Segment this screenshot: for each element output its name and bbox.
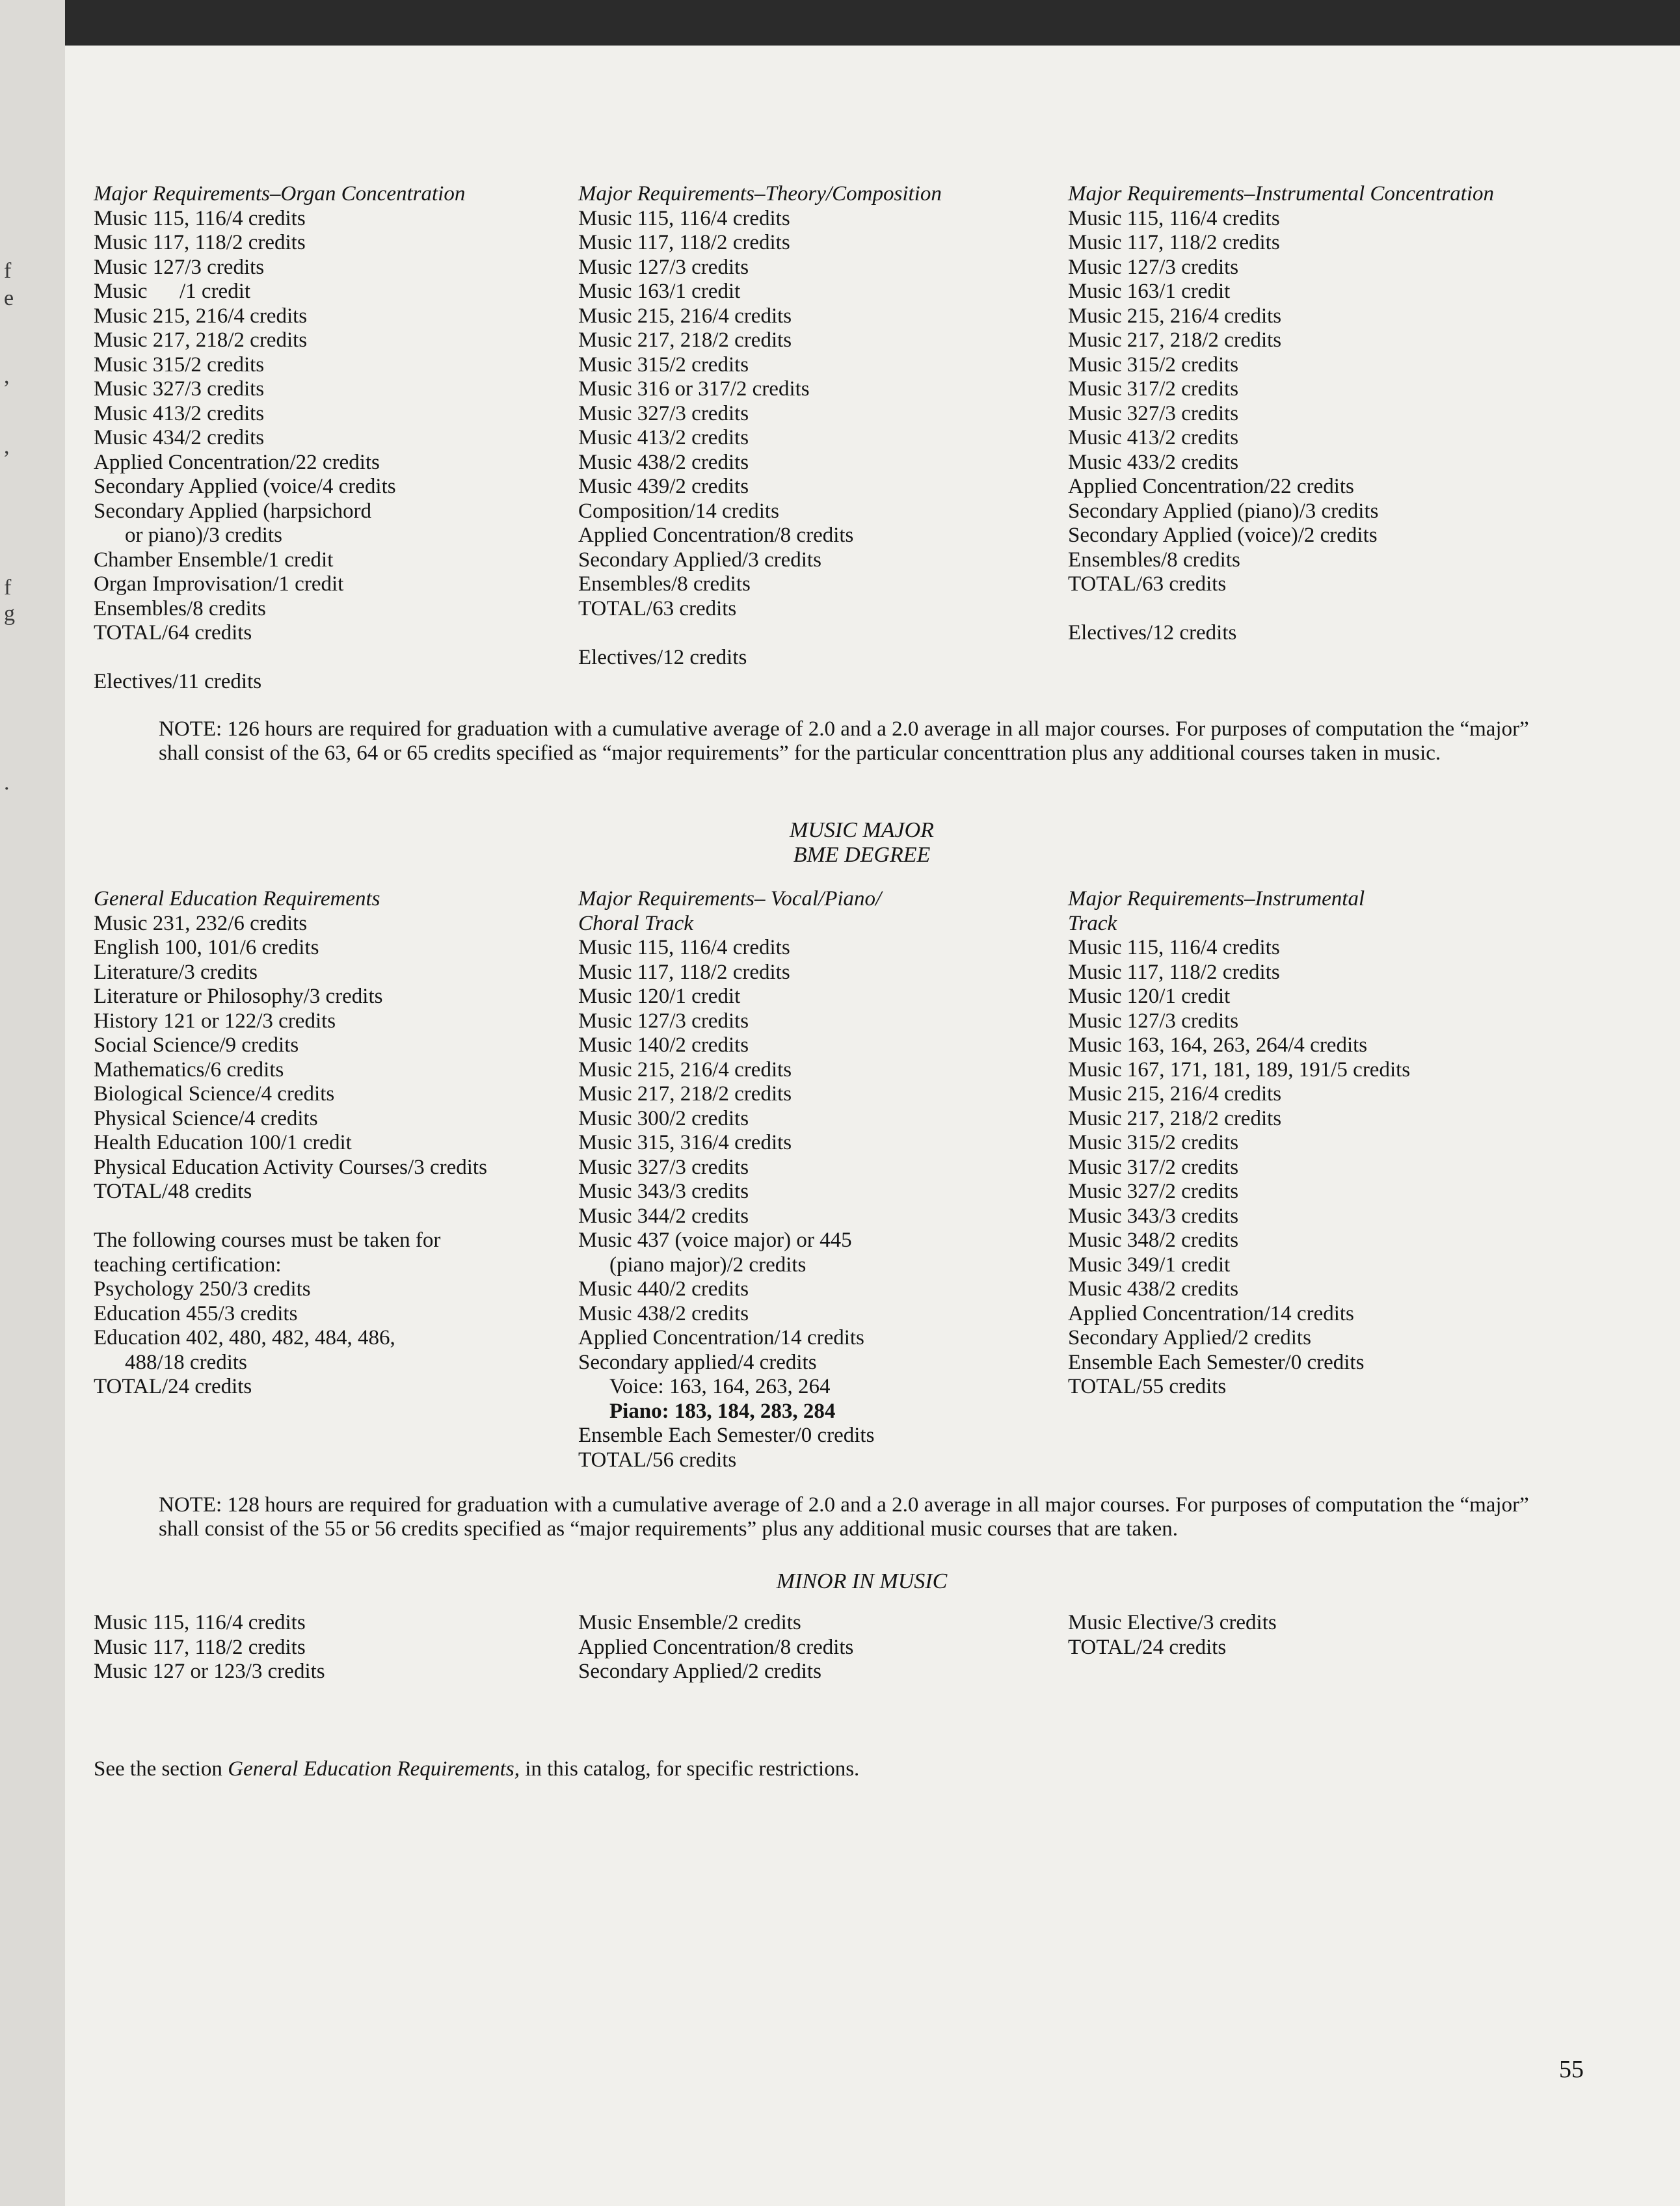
vocal-line: Music 115, 116/4 credits bbox=[578, 936, 790, 959]
instrumental-line: Music 127/3 credits bbox=[1068, 255, 1239, 279]
instrumental-line: Secondary Applied (voice)/2 credits bbox=[1068, 524, 1378, 547]
organ-line: Chamber Ensemble/1 credit bbox=[94, 548, 334, 572]
instrumental-line: Music 163/1 credit bbox=[1068, 280, 1231, 303]
instrumental-concentration-column bbox=[1068, 182, 1494, 646]
organ-heading: Major Requirements–Organ Concentration bbox=[94, 182, 466, 206]
graduation-note-ba: NOTE: 126 hours are required for graduation with a cumulative average of 2.0 and a 2.0 average in all major courses. For purposes of computation the “major” shall consist of the 63, 64 or 65 credits specified as “major requirements” for the particular concenttration plus any additional courses taken in music. bbox=[159, 717, 1529, 765]
vocal-heading: Major Requirements– Vocal/Piano/ bbox=[578, 887, 882, 910]
minor-line: Music 117, 118/2 credits bbox=[94, 1635, 306, 1659]
instr-track-line: TOTAL/55 credits bbox=[1068, 1375, 1227, 1398]
instr-track-line: Secondary Applied/2 credits bbox=[1068, 1326, 1311, 1349]
bme-section-heading bbox=[715, 818, 1008, 868]
gened-line: teaching certification: bbox=[94, 1253, 282, 1277]
catalog-page bbox=[65, 46, 1680, 2206]
minor-line: TOTAL/24 credits bbox=[1068, 1635, 1227, 1659]
minor-line: Secondary Applied/2 credits bbox=[578, 1660, 821, 1683]
instr-track-line: Ensemble Each Semester/0 credits bbox=[1068, 1350, 1365, 1374]
organ-line: Secondary Applied (voice/4 credits bbox=[94, 475, 396, 498]
theory-line: Music 217, 218/2 credits bbox=[578, 328, 792, 352]
page-number: 55 bbox=[1559, 2056, 1584, 2083]
gened-heading: General Education Requirements bbox=[94, 887, 380, 910]
instrumental-heading: Major Requirements–Instrumental Concentration bbox=[1068, 182, 1495, 206]
organ-line: Music 215, 216/4 credits bbox=[94, 304, 308, 328]
vocal-heading: Choral Track bbox=[578, 911, 693, 935]
instrumental-track-column bbox=[1068, 887, 1410, 1400]
vocal-line: (piano major)/2 credits bbox=[609, 1253, 807, 1277]
organ-line: Music 115, 116/4 credits bbox=[94, 206, 306, 230]
gened-line: Health Education 100/1 credit bbox=[94, 1131, 352, 1154]
minor-line: Applied Concentration/8 credits bbox=[578, 1635, 854, 1659]
edge-glyph: f bbox=[4, 259, 12, 283]
gened-line: 488/18 credits bbox=[125, 1350, 247, 1374]
minor-column-3 bbox=[1068, 1611, 1277, 1660]
instr-track-line: Applied Concentration/14 credits bbox=[1068, 1301, 1354, 1325]
vocal-line: Music 343/3 credits bbox=[578, 1180, 749, 1203]
instr-track-line: Music 115, 116/4 credits bbox=[1068, 936, 1280, 959]
bme-title: MUSIC MAJOR bbox=[790, 818, 934, 842]
theory-line: Music 327/3 credits bbox=[578, 401, 749, 425]
see-note-text: See the section bbox=[94, 1757, 228, 1781]
vocal-line: Music 215, 216/4 credits bbox=[578, 1057, 792, 1082]
instrumental-line: Music 217, 218/2 credits bbox=[1068, 328, 1282, 352]
organ-line: Applied Concentration/22 credits bbox=[94, 450, 380, 474]
theory-line: Applied Concentration/8 credits bbox=[578, 524, 854, 547]
organ-line: Music 434/2 credits bbox=[94, 426, 265, 449]
instrumental-line: Music 315/2 credits bbox=[1068, 352, 1239, 377]
minor-heading: MINOR IN MUSIC bbox=[776, 1569, 948, 1593]
instr-track-line: Music 120/1 credit bbox=[1068, 985, 1231, 1008]
instr-track-line: Music 127/3 credits bbox=[1068, 1009, 1239, 1033]
gened-line: English 100, 101/6 credits bbox=[94, 936, 319, 959]
gened-line: TOTAL/48 credits bbox=[94, 1180, 252, 1203]
gened-line: Music 231, 232/6 credits bbox=[94, 911, 308, 935]
instr-track-line: Music 349/1 credit bbox=[1068, 1253, 1231, 1277]
theory-line: Electives/12 credits bbox=[578, 645, 747, 669]
instr-track-line: Music 438/2 credits bbox=[1068, 1277, 1239, 1301]
vocal-line: Ensemble Each Semester/0 credits bbox=[578, 1424, 875, 1447]
instr-track-line: Music 163, 164, 263, 264/4 credits bbox=[1068, 1033, 1368, 1057]
vocal-line: Music 140/2 credits bbox=[578, 1033, 749, 1057]
theory-line: Music 315/2 credits bbox=[578, 352, 749, 377]
adjacent-page-edge bbox=[0, 0, 65, 2206]
instr-track-line: Music 217, 218/2 credits bbox=[1068, 1106, 1282, 1130]
spacer bbox=[94, 1204, 487, 1229]
minor-column-2 bbox=[578, 1611, 853, 1684]
instrumental-line: Music 317/2 credits bbox=[1068, 377, 1239, 401]
instrumental-line: Electives/12 credits bbox=[1068, 621, 1237, 645]
vocal-line: Music 120/1 credit bbox=[578, 985, 741, 1008]
minor-line: Music 127 or 123/3 credits bbox=[94, 1660, 325, 1683]
organ-concentration-column bbox=[94, 182, 465, 695]
spacer bbox=[94, 646, 465, 671]
vocal-line: Music 217, 218/2 credits bbox=[578, 1082, 792, 1106]
organ-line: Music 217, 218/2 credits bbox=[94, 328, 308, 352]
organ-line: Music 117, 118/2 credits bbox=[94, 231, 306, 254]
vocal-line: Music 300/2 credits bbox=[578, 1106, 749, 1130]
instr-track-line: Music 117, 118/2 credits bbox=[1068, 960, 1280, 984]
instrumental-line: Applied Concentration/22 credits bbox=[1068, 475, 1354, 498]
vocal-line: Music 127/3 credits bbox=[578, 1009, 749, 1033]
instrumental-line: Music 433/2 credits bbox=[1068, 450, 1239, 474]
edge-glyph: . bbox=[4, 771, 10, 795]
instr-track-line: Music 317/2 credits bbox=[1068, 1155, 1239, 1179]
organ-line: Secondary Applied (harpsichord bbox=[94, 499, 372, 523]
organ-line: Music 315/2 credits bbox=[94, 352, 265, 377]
edge-glyph: , bbox=[4, 364, 10, 388]
edge-glyph: g bbox=[4, 602, 15, 626]
instrumental-line: Secondary Applied (piano)/3 credits bbox=[1068, 499, 1379, 523]
vocal-line: Music 440/2 credits bbox=[578, 1277, 749, 1301]
theory-line: Music 215, 216/4 credits bbox=[578, 304, 792, 328]
organ-line: Organ Improvisation/1 credit bbox=[94, 572, 344, 596]
instrumental-line: Music 215, 216/4 credits bbox=[1068, 304, 1282, 328]
organ-line: Electives/11 credits bbox=[94, 670, 262, 693]
edge-glyph: f bbox=[4, 576, 12, 600]
theory-heading: Major Requirements–Theory/Composition bbox=[578, 182, 942, 206]
theory-line: Music 115, 116/4 credits bbox=[578, 206, 790, 230]
organ-line: Ensembles/8 credits bbox=[94, 596, 266, 620]
vocal-line: Music 437 (voice major) or 445 bbox=[578, 1229, 852, 1252]
organ-line: Music /1 credit bbox=[94, 280, 251, 303]
organ-line: Music 413/2 credits bbox=[94, 401, 265, 425]
vocal-line: Secondary applied/4 credits bbox=[578, 1350, 817, 1374]
instr-track-line: Music 315/2 credits bbox=[1068, 1131, 1239, 1154]
vocal-line: Music 327/3 credits bbox=[578, 1155, 749, 1179]
instrumental-line: Music 327/3 credits bbox=[1068, 401, 1239, 425]
instr-track-line: Music 167, 171, 181, 189, 191/5 credits bbox=[1068, 1057, 1411, 1082]
spacer bbox=[1068, 597, 1494, 622]
theory-line: Music 117, 118/2 credits bbox=[578, 231, 790, 254]
organ-line: Music 327/3 credits bbox=[94, 377, 265, 401]
edge-glyph: e bbox=[4, 286, 14, 310]
gened-line: Literature/3 credits bbox=[94, 960, 258, 984]
vocal-line: Music 117, 118/2 credits bbox=[578, 960, 790, 984]
instrumental-line: Music 413/2 credits bbox=[1068, 426, 1239, 449]
theory-line: TOTAL/63 credits bbox=[578, 596, 737, 620]
organ-line: TOTAL/64 credits bbox=[94, 621, 252, 645]
gened-line: Education 402, 480, 482, 484, 486, bbox=[94, 1326, 395, 1349]
vocal-line: Music 315, 316/4 credits bbox=[578, 1131, 792, 1154]
gened-line: Physical Education Activity Courses/3 credits bbox=[94, 1155, 487, 1179]
instrumental-line: Music 117, 118/2 credits bbox=[1068, 231, 1280, 254]
minor-line: Music Elective/3 credits bbox=[1068, 1611, 1277, 1634]
bme-subtitle: BME DEGREE bbox=[793, 843, 931, 867]
organ-line: or piano)/3 credits bbox=[125, 524, 282, 547]
gened-line: Social Science/9 credits bbox=[94, 1033, 299, 1057]
theory-composition-column bbox=[578, 182, 942, 670]
instrumental-line: Music 115, 116/4 credits bbox=[1068, 206, 1280, 230]
instr-track-heading: Major Requirements–Instrumental bbox=[1068, 887, 1365, 910]
gened-line: Literature or Philosophy/3 credits bbox=[94, 985, 383, 1008]
see-note-reference: General Education Requirements, bbox=[228, 1757, 520, 1781]
minor-line: Music 115, 116/4 credits bbox=[94, 1611, 306, 1634]
theory-line: Music 163/1 credit bbox=[578, 280, 741, 303]
gened-line: Physical Science/4 credits bbox=[94, 1106, 318, 1130]
vocal-line: Music 344/2 credits bbox=[578, 1204, 749, 1228]
gened-line: Biological Science/4 credits bbox=[94, 1082, 335, 1106]
spacer bbox=[578, 621, 942, 646]
theory-line: Composition/14 credits bbox=[578, 499, 779, 523]
see-note-text: in this catalog, for specific restrictions. bbox=[519, 1757, 860, 1781]
instr-track-heading: Track bbox=[1068, 911, 1117, 935]
see-section-note bbox=[94, 1757, 859, 1781]
gened-line: Psychology 250/3 credits bbox=[94, 1277, 311, 1301]
general-education-column bbox=[94, 887, 487, 1400]
theory-line: Ensembles/8 credits bbox=[578, 572, 751, 596]
gened-line: History 121 or 122/3 credits bbox=[94, 1009, 336, 1033]
instrumental-line: TOTAL/63 credits bbox=[1068, 572, 1227, 596]
instrumental-line: Ensembles/8 credits bbox=[1068, 548, 1240, 572]
theory-line: Music 316 or 317/2 credits bbox=[578, 377, 810, 401]
gened-line: The following courses must be taken for bbox=[94, 1229, 441, 1252]
instr-track-line: Music 327/2 credits bbox=[1068, 1180, 1239, 1203]
instr-track-line: Music 343/3 credits bbox=[1068, 1204, 1239, 1228]
theory-line: Music 439/2 credits bbox=[578, 475, 749, 498]
vocal-line: TOTAL/56 credits bbox=[578, 1448, 737, 1472]
theory-line: Music 438/2 credits bbox=[578, 450, 749, 474]
gened-line: Mathematics/6 credits bbox=[94, 1057, 284, 1082]
theory-line: Secondary Applied/3 credits bbox=[578, 548, 821, 572]
vocal-piano-choral-column bbox=[578, 887, 881, 1472]
vocal-line: Voice: 163, 164, 263, 264 bbox=[609, 1375, 831, 1398]
vocal-line: Piano: 183, 184, 283, 284 bbox=[609, 1399, 836, 1423]
edge-glyph: , bbox=[4, 434, 10, 458]
minor-line: Music Ensemble/2 credits bbox=[578, 1611, 801, 1634]
vocal-line: Music 438/2 credits bbox=[578, 1301, 749, 1325]
minor-column-1 bbox=[94, 1611, 325, 1684]
graduation-note-bme: NOTE: 128 hours are required for graduation with a cumulative average of 2.0 and a 2.0 average in all major courses. For purposes of computation the “major” shall consist of the 55 or 56 credits specified as “major requirements” plus any additional music courses that are taken. bbox=[159, 1493, 1529, 1541]
theory-line: Music 413/2 credits bbox=[578, 426, 749, 449]
instr-track-line: Music 215, 216/4 credits bbox=[1068, 1082, 1282, 1106]
gened-line: TOTAL/24 credits bbox=[94, 1375, 252, 1398]
vocal-line: Applied Concentration/14 credits bbox=[578, 1326, 864, 1349]
gened-line: Education 455/3 credits bbox=[94, 1301, 298, 1325]
theory-line: Music 127/3 credits bbox=[578, 255, 749, 279]
organ-line: Music 127/3 credits bbox=[94, 255, 265, 279]
instr-track-line: Music 348/2 credits bbox=[1068, 1229, 1239, 1252]
